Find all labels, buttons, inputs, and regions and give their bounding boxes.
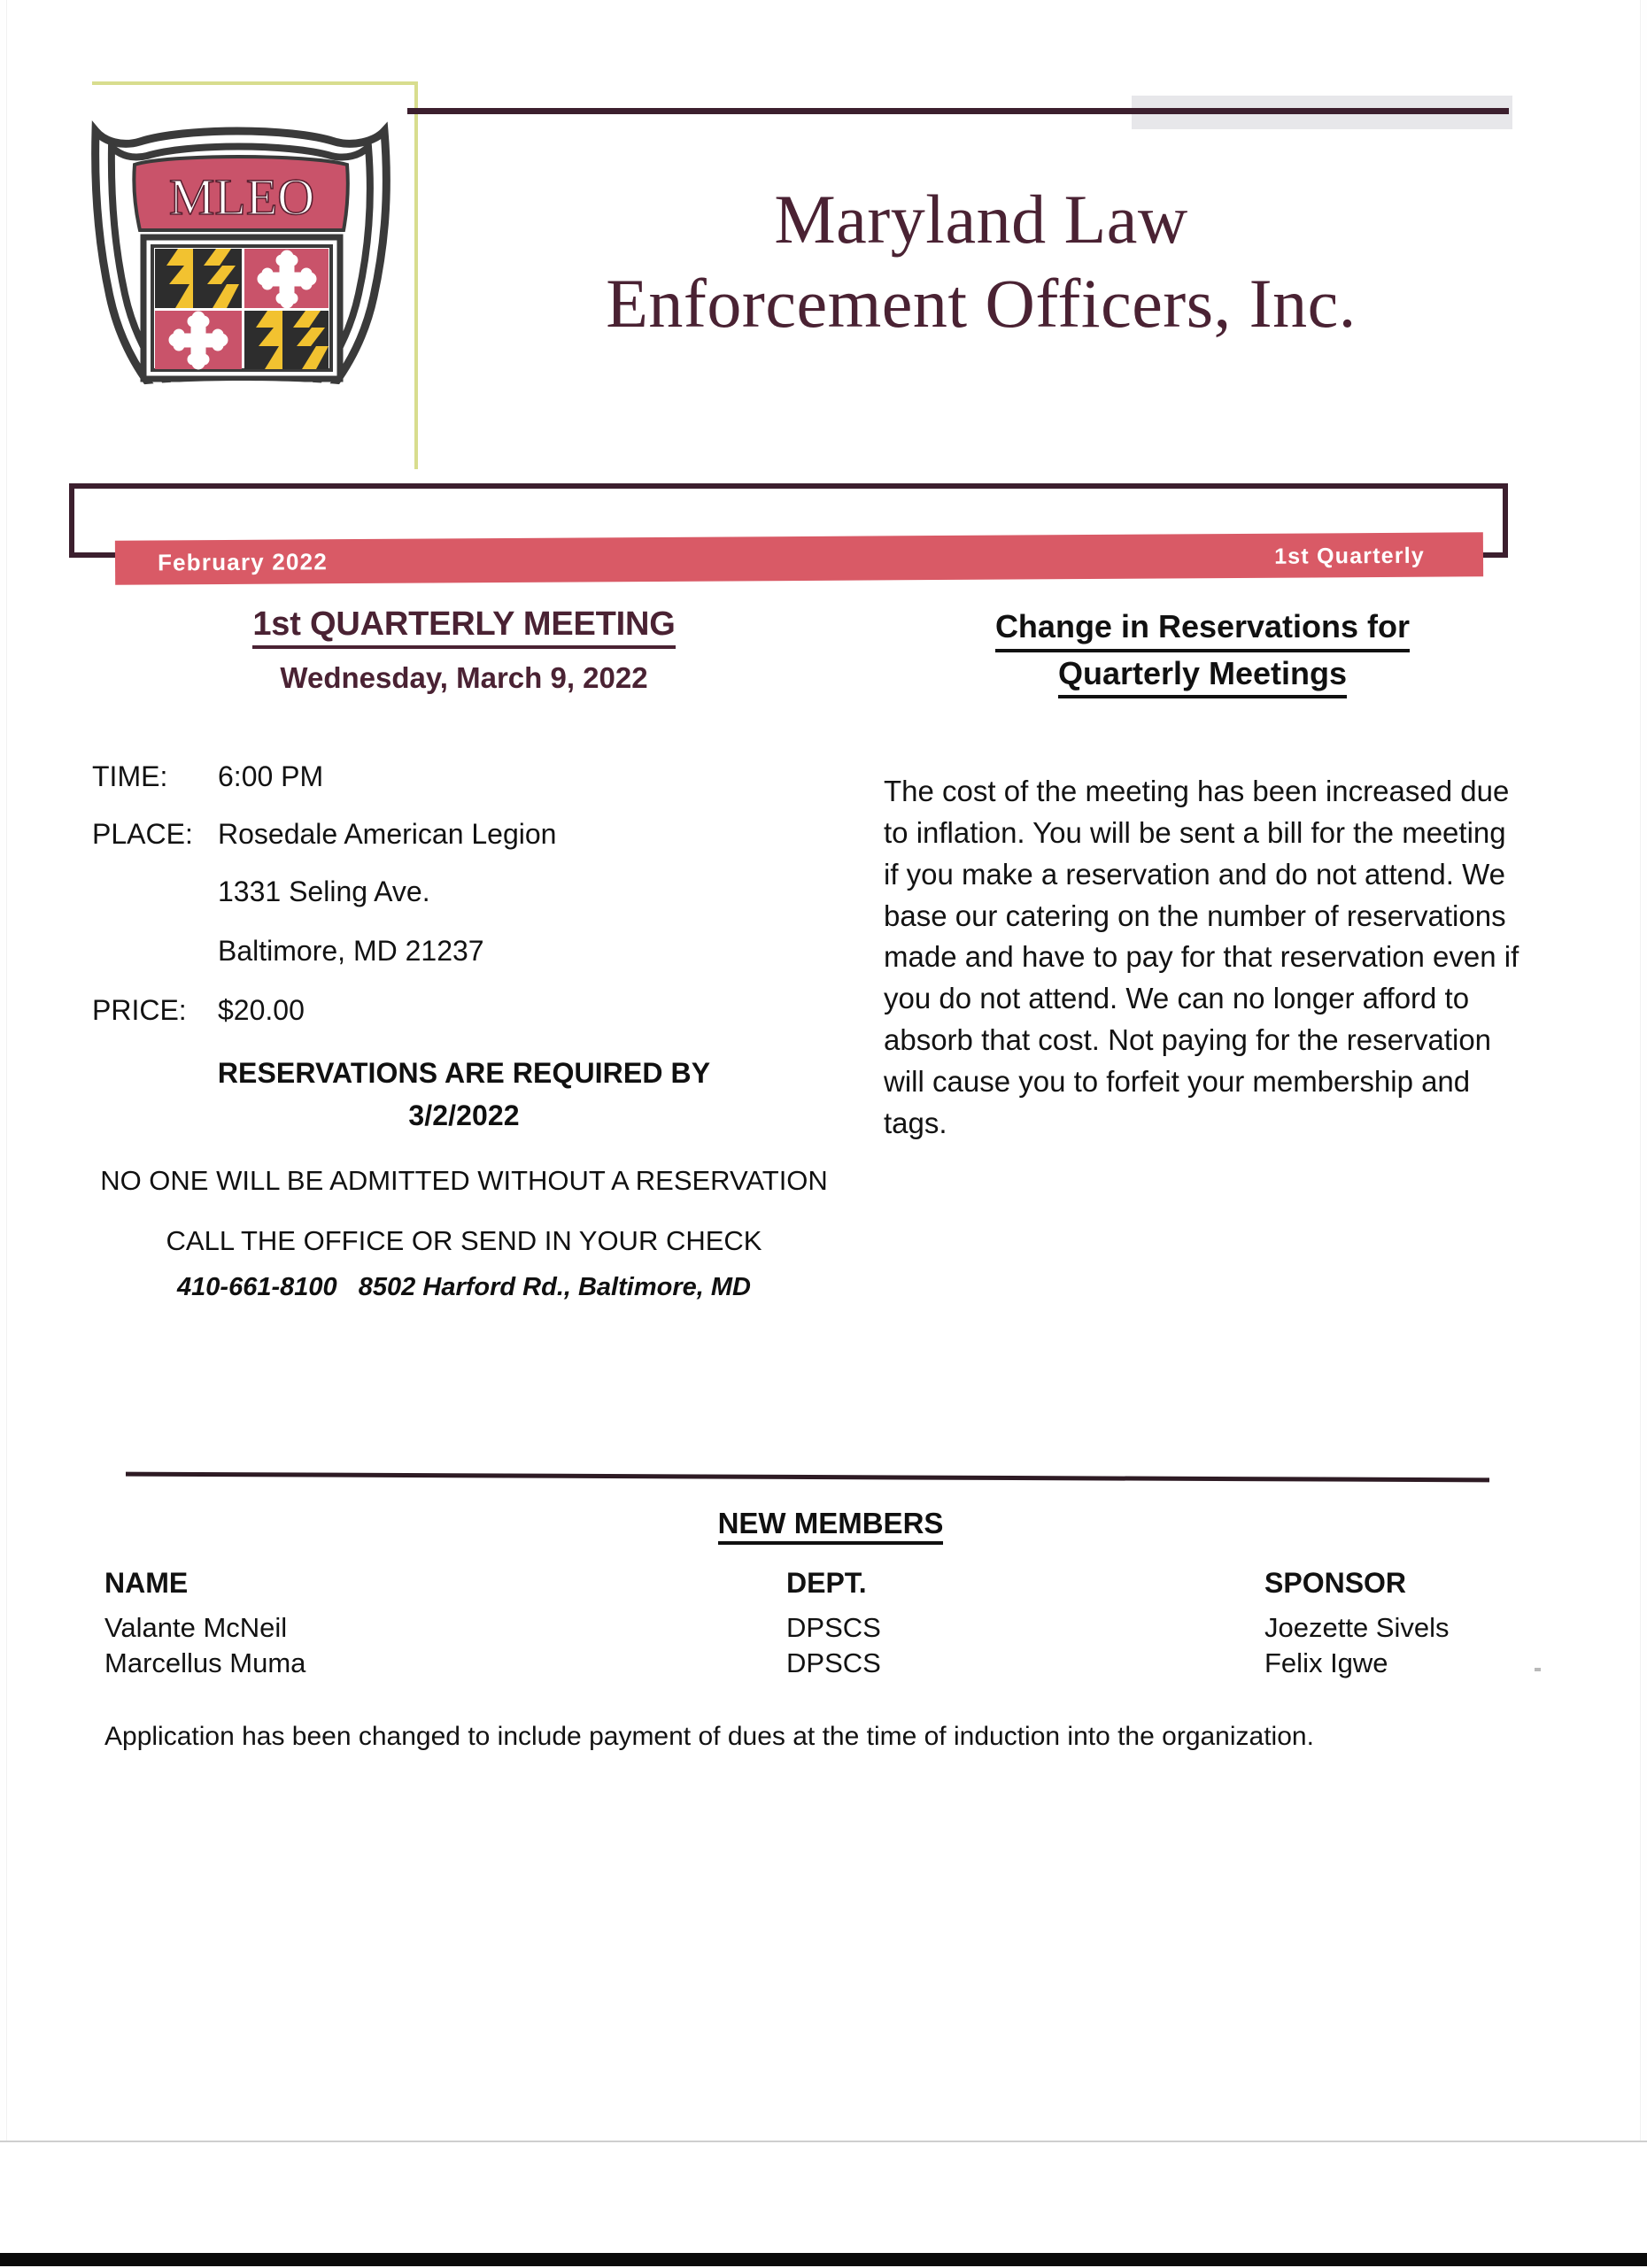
column-header-dept: DEPT. — [786, 1567, 867, 1599]
new-members-title-text: NEW MEMBERS — [718, 1507, 944, 1545]
member-dept: DPSCS — [786, 1647, 881, 1678]
scan-bottom-black-edge — [0, 2253, 1647, 2266]
detail-row-street — [92, 876, 836, 908]
member-name: Marcellus Muma — [104, 1647, 306, 1678]
logo-frame-top-rule — [92, 81, 418, 85]
scan-speck — [1535, 1668, 1541, 1671]
detail-value-street: 1331 Seling Ave. — [218, 876, 430, 907]
meeting-column — [92, 606, 836, 1302]
detail-value-city: Baltimore, MD 21237 — [218, 935, 484, 967]
logo-frame-side-rule — [414, 81, 418, 469]
issue-label: 1st Quarterly — [1274, 543, 1426, 569]
detail-row-place — [92, 818, 836, 851]
member-dept: DPSCS — [786, 1611, 881, 1643]
reservations-heading-line1: Change in Reservations for — [995, 606, 1410, 652]
detail-row-time — [92, 760, 836, 793]
reservation-deadline-line2: 3/2/2022 — [408, 1099, 520, 1131]
meeting-subheading: Wednesday, March 9, 2022 — [280, 661, 648, 694]
detail-value-price: $20.00 — [218, 994, 305, 1026]
table-row — [104, 1646, 1521, 1681]
reservations-change-column — [884, 606, 1521, 1145]
members-section-divider — [126, 1472, 1489, 1483]
scan-bottom-margin — [0, 2141, 1647, 2268]
column-header-name: NAME — [104, 1567, 189, 1599]
org-title-line1: Maryland Law — [774, 181, 1188, 258]
mleo-shield-logo — [69, 89, 414, 478]
member-sponsor: Joezette Sivels — [1264, 1611, 1450, 1643]
reservations-change-body — [884, 771, 1521, 1145]
detail-row-price — [92, 994, 836, 1027]
reservations-change-heading — [884, 606, 1521, 698]
reservations-change-paragraph: The cost of the meeting has been increased due to inflation. You will be sent a bill for the meeting if you make a reservation and do not attend. We base our catering on the number of reservations made and have to pay for that reservation even if you do not attend. We can no longer afford to absorb that cost. Not paying for the reservation will cause you to forfeit your membership and tags. — [884, 775, 1519, 1139]
reservations-heading-line2: Quarterly Meetings — [1058, 652, 1347, 699]
admittance-notice: NO ONE WILL BE ADMITTED WITHOUT A RESERVATION — [100, 1165, 828, 1196]
meeting-details — [92, 760, 836, 1027]
detail-label-time: TIME: — [92, 760, 168, 792]
org-title-line2: Enforcement Officers, Inc. — [606, 265, 1357, 343]
document-page — [7, 0, 1640, 2141]
title-top-rule — [407, 108, 1509, 114]
member-name: Valante McNeil — [104, 1611, 288, 1643]
meeting-heading — [92, 606, 836, 649]
detail-row-city — [92, 935, 836, 968]
organization-title — [423, 177, 1539, 345]
detail-label-price: PRICE: — [92, 994, 187, 1026]
office-contact-line: 410-661-8100 8502 Harford Rd., Baltimore, MD — [177, 1273, 751, 1302]
reservation-deadline-notice — [92, 1052, 836, 1137]
call-office-notice: CALL THE OFFICE OR SEND IN YOUR CHECK — [166, 1225, 762, 1257]
reservation-deadline-line1: RESERVATIONS ARE REQUIRED BY — [217, 1057, 711, 1089]
detail-label-place: PLACE: — [92, 818, 193, 850]
detail-value-time: 6:00 PM — [218, 760, 324, 792]
detail-value-place: Rosedale American Legion — [218, 818, 557, 850]
issue-date: February 2022 — [157, 548, 329, 576]
shield-logo-text: MLEO — [168, 168, 315, 226]
application-change-note: Application has been changed to include payment of dues at the time of induction into the organization. — [104, 1722, 1314, 1751]
column-header-sponsor: SPONSOR — [1264, 1567, 1407, 1599]
new-members-table — [104, 1565, 1521, 1680]
member-sponsor: Felix Igwe — [1264, 1647, 1388, 1678]
issue-banner — [115, 532, 1483, 584]
new-members-title — [7, 1507, 1647, 1545]
meeting-heading-text: 1st QUARTERLY MEETING — [252, 606, 675, 649]
table-row — [104, 1610, 1521, 1646]
masthead — [7, 0, 1647, 496]
table-header-row — [104, 1565, 1521, 1601]
